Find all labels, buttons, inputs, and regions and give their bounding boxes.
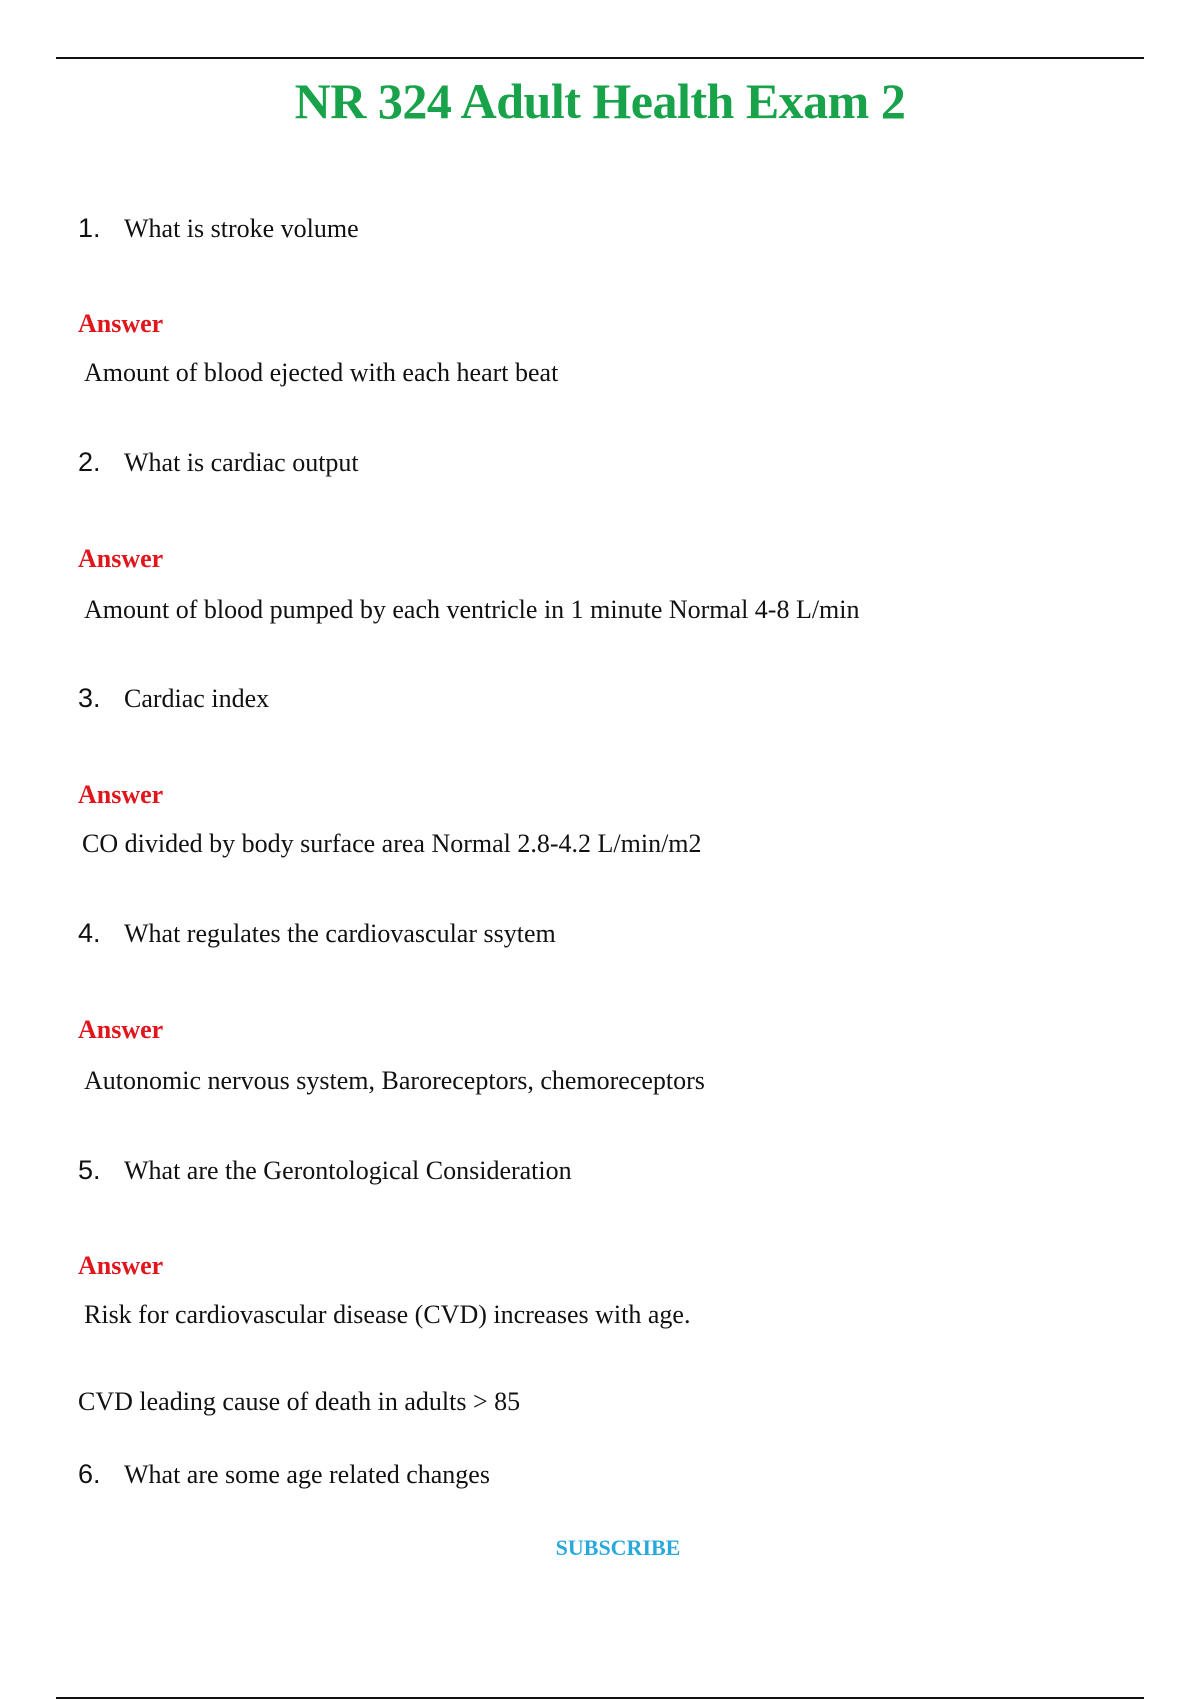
question-3 <box>78 682 269 715</box>
answer-label: Answer <box>78 780 164 809</box>
question-text: Cardiac index <box>124 684 270 713</box>
question-5 <box>78 1154 572 1187</box>
question-number: 4. <box>78 918 101 948</box>
question-text: What are the Gerontological Consideration <box>124 1156 572 1185</box>
answer-label: Answer <box>78 1015 164 1044</box>
subscribe-link[interactable]: SUBSCRIBE <box>555 1535 681 1560</box>
answer-5: Risk for cardiovascular disease (CVD) increases with age. <box>84 1300 691 1329</box>
question-6 <box>78 1458 490 1491</box>
question-number: 3. <box>78 683 101 713</box>
answer-2: Amount of blood pumped by each ventricle in 1 minute Normal 4-8 L/min <box>84 595 860 624</box>
question-text: What is cardiac output <box>124 448 359 477</box>
top-rule <box>56 57 1144 59</box>
answer-3: CO divided by body surface area Normal 2.8-4.2 L/min/m2 <box>82 829 702 858</box>
question-1 <box>78 212 359 245</box>
question-number: 2. <box>78 447 101 477</box>
question-number: 6. <box>78 1459 101 1489</box>
answer-4: Autonomic nervous system, Baroreceptors, chemoreceptors <box>84 1066 705 1095</box>
answer-5-extra: CVD leading cause of death in adults > 85 <box>78 1387 521 1416</box>
answer-label: Answer <box>78 1251 164 1280</box>
question-text: What are some age related changes <box>124 1460 490 1489</box>
question-text: What regulates the cardiovascular ssytem <box>124 919 556 948</box>
answer-label: Answer <box>78 309 164 338</box>
question-number: 5. <box>78 1155 101 1185</box>
question-text: What is stroke volume <box>124 214 359 243</box>
question-2 <box>78 446 359 479</box>
question-4 <box>78 917 556 950</box>
answer-1: Amount of blood ejected with each heart beat <box>84 358 559 387</box>
question-number: 1. <box>78 213 101 243</box>
answer-label: Answer <box>78 544 164 573</box>
page-title: NR 324 Adult Health Exam 2 <box>294 73 906 129</box>
bottom-rule <box>56 1697 1144 1699</box>
